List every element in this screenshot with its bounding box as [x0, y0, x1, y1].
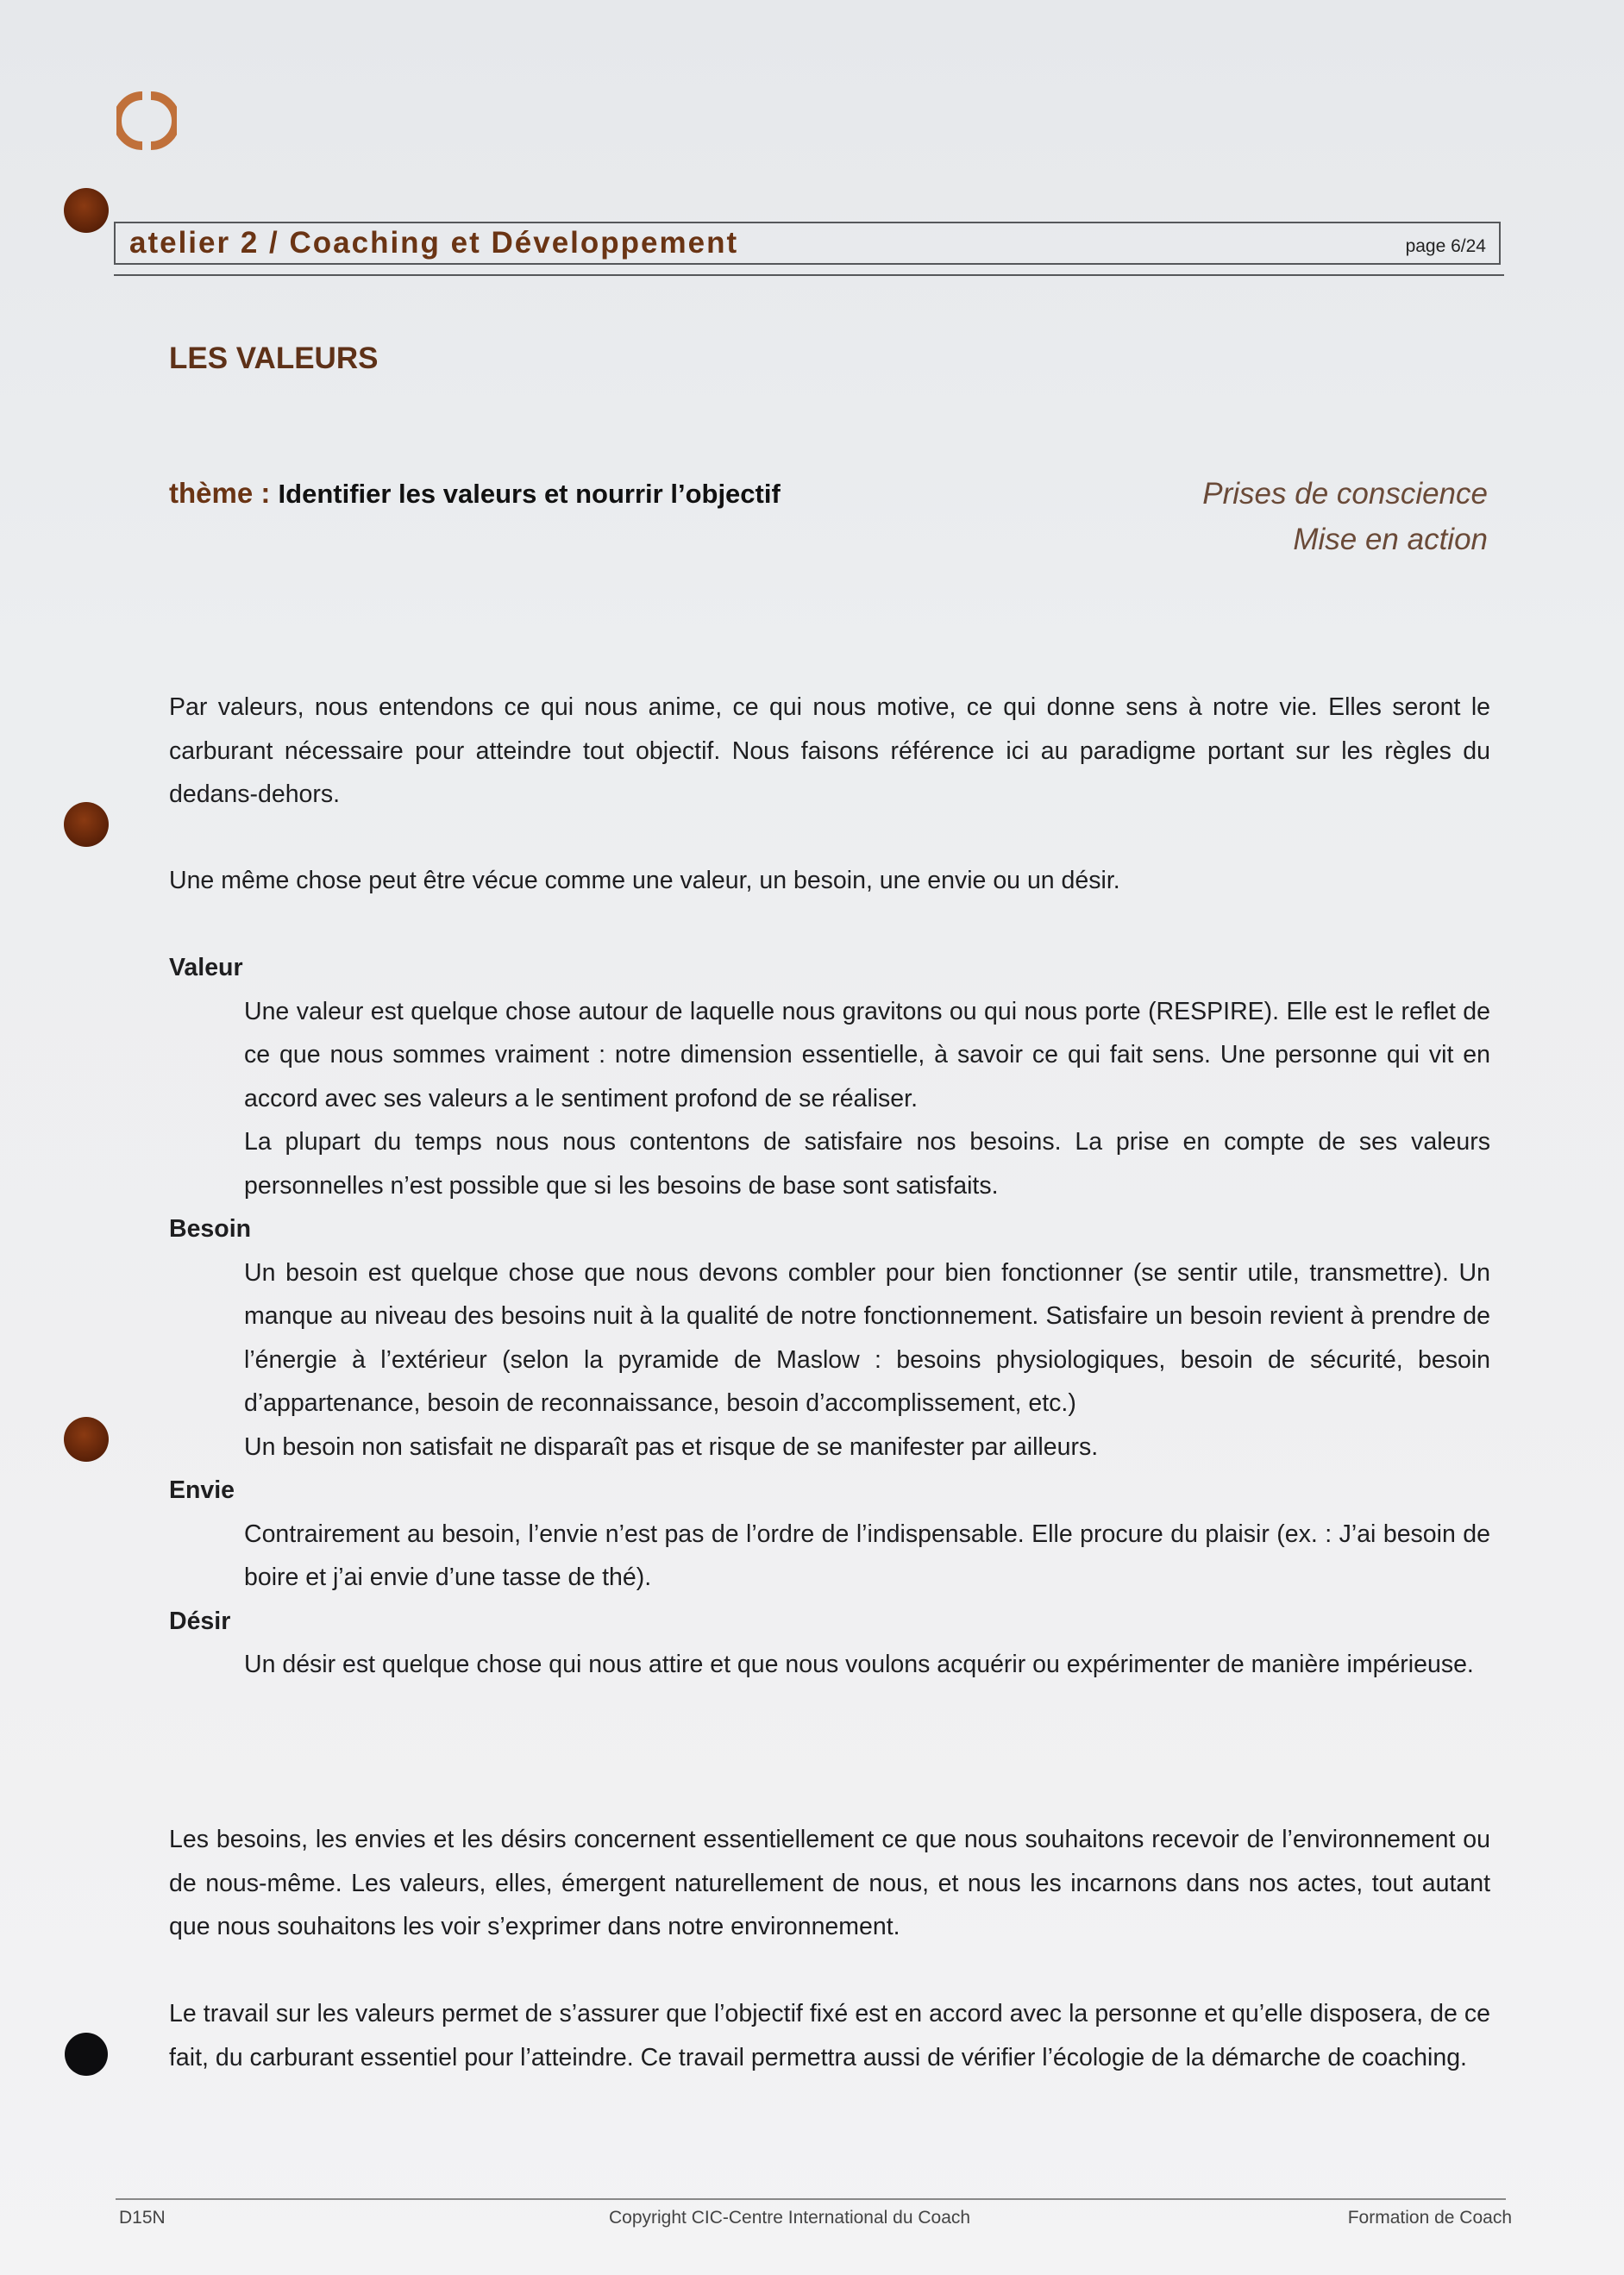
theme-value: Identifier les valeurs et nourrir l’objectif: [278, 479, 781, 509]
definition-besoin-1: Un besoin est quelque chose que nous devons combler pour bien fonctionner (se sentir utile, transmettre). Un manque au niveau des besoins nuit à la qualité de notre fonctionnement. Satisfaire un besoin revient à prendre de l’énergie à l’extérieur (selon la pyramide de Maslow : besoins physiologiques, besoin de sécurité, besoin d’appartenance, besoin de reconnaissance, besoin d’accomplissement, etc.): [244, 1258, 1490, 1417]
theme-label: thème :: [169, 477, 279, 509]
term-desir: Désir: [169, 1607, 231, 1635]
side-note-action: Mise en action: [1293, 523, 1488, 556]
closing-paragraph-2: [169, 1992, 1490, 2079]
closing-paragraph-1: [169, 1818, 1490, 1949]
punch-hole: [65, 2033, 108, 2076]
term-valeur: Valeur: [169, 954, 243, 981]
punch-hole: [64, 802, 109, 847]
closing-text-1: Les besoins, les envies et les désirs concernent essentiellement ce que nous souhaitons recevoir de l’environnement ou de nous-même. Les valeurs, elles, émergent naturellement de nous, et nous les incarnons dans nos actes, tout autant que nous souhaitons les voir s’exprimer dans notre environnement.: [169, 1826, 1490, 1940]
side-note-awareness: Prises de conscience: [1202, 477, 1488, 511]
header-title: atelier 2 / Coaching et Développement: [129, 226, 739, 260]
punch-hole: [64, 188, 109, 233]
term-besoin: Besoin: [169, 1215, 252, 1243]
header-divider: [114, 274, 1504, 276]
definitions-list: [169, 946, 1490, 1687]
footer-divider: [116, 2198, 1506, 2200]
footer-copyright: Copyright CIC-Centre International du Coach: [609, 2208, 971, 2228]
footer-code: D15N: [119, 2208, 166, 2228]
definition-desir: Un désir est quelque chose qui nous attire et que nous voulons acquérir ou expérimenter de manière impérieuse.: [244, 1651, 1474, 1678]
footer-program: Formation de Coach: [1347, 2208, 1512, 2228]
term-envie: Envie: [169, 1476, 235, 1504]
definition-valeur-1: Une valeur est quelque chose autour de laquelle nous gravitons ou qui nous porte (RESPIRE). Elle est le reflet de ce que nous sommes vraiment : notre dimension essentielle, à savoir ce qui fait sens. Une personne qui vit en accord avec ses valeurs a le sentiment profond de se réaliser.: [244, 997, 1490, 1112]
definition-envie: Contrairement au besoin, l’envie n’est pas de l’ordre de l’indispensable. Elle procure du plaisir (ex. : J’ai besoin de boire et j’ai envie d’une tasse de thé).: [244, 1520, 1490, 1591]
definition-valeur-2: La plupart du temps nous nous contentons de satisfaire nos besoins. La prise en compte de ses valeurs personnelles n’est possible que si les besoins de base sont satisfaits.: [244, 1128, 1490, 1200]
intro-paragraph: [169, 686, 1490, 817]
side-notes: [1202, 471, 1488, 562]
definition-besoin-2: Un besoin non satisfait ne disparaît pas et risque de se manifester par ailleurs.: [244, 1432, 1099, 1461]
logo-icon: [116, 91, 177, 151]
closing-text-2: Le travail sur les valeurs permet de s’assurer que l’objectif fixé est en accord avec la personne et qu’elle disposera, de ce fait, du carburant essentiel pour l’atteindre. Ce travail permettra aussi de vérifier l’écologie de la démarche de coaching.: [169, 2000, 1490, 2071]
same-thing-paragraph: [169, 859, 1490, 903]
section-title: LES VALEURS: [169, 342, 379, 375]
punch-hole: [64, 1417, 109, 1462]
page-number: page 6/24: [1405, 236, 1486, 256]
theme-line: [169, 477, 781, 510]
intro-text: Par valeurs, nous entendons ce qui nous anime, ce qui nous motive, ce qui donne sens à notre vie. Elles seront le carburant nécessaire pour atteindre tout objectif. Nous faisons référence ici au paradigme portant sur les règles du dedans-dehors.: [169, 693, 1490, 808]
same-thing-text: Une même chose peut être vécue comme une valeur, un besoin, une envie ou un désir.: [169, 867, 1120, 894]
